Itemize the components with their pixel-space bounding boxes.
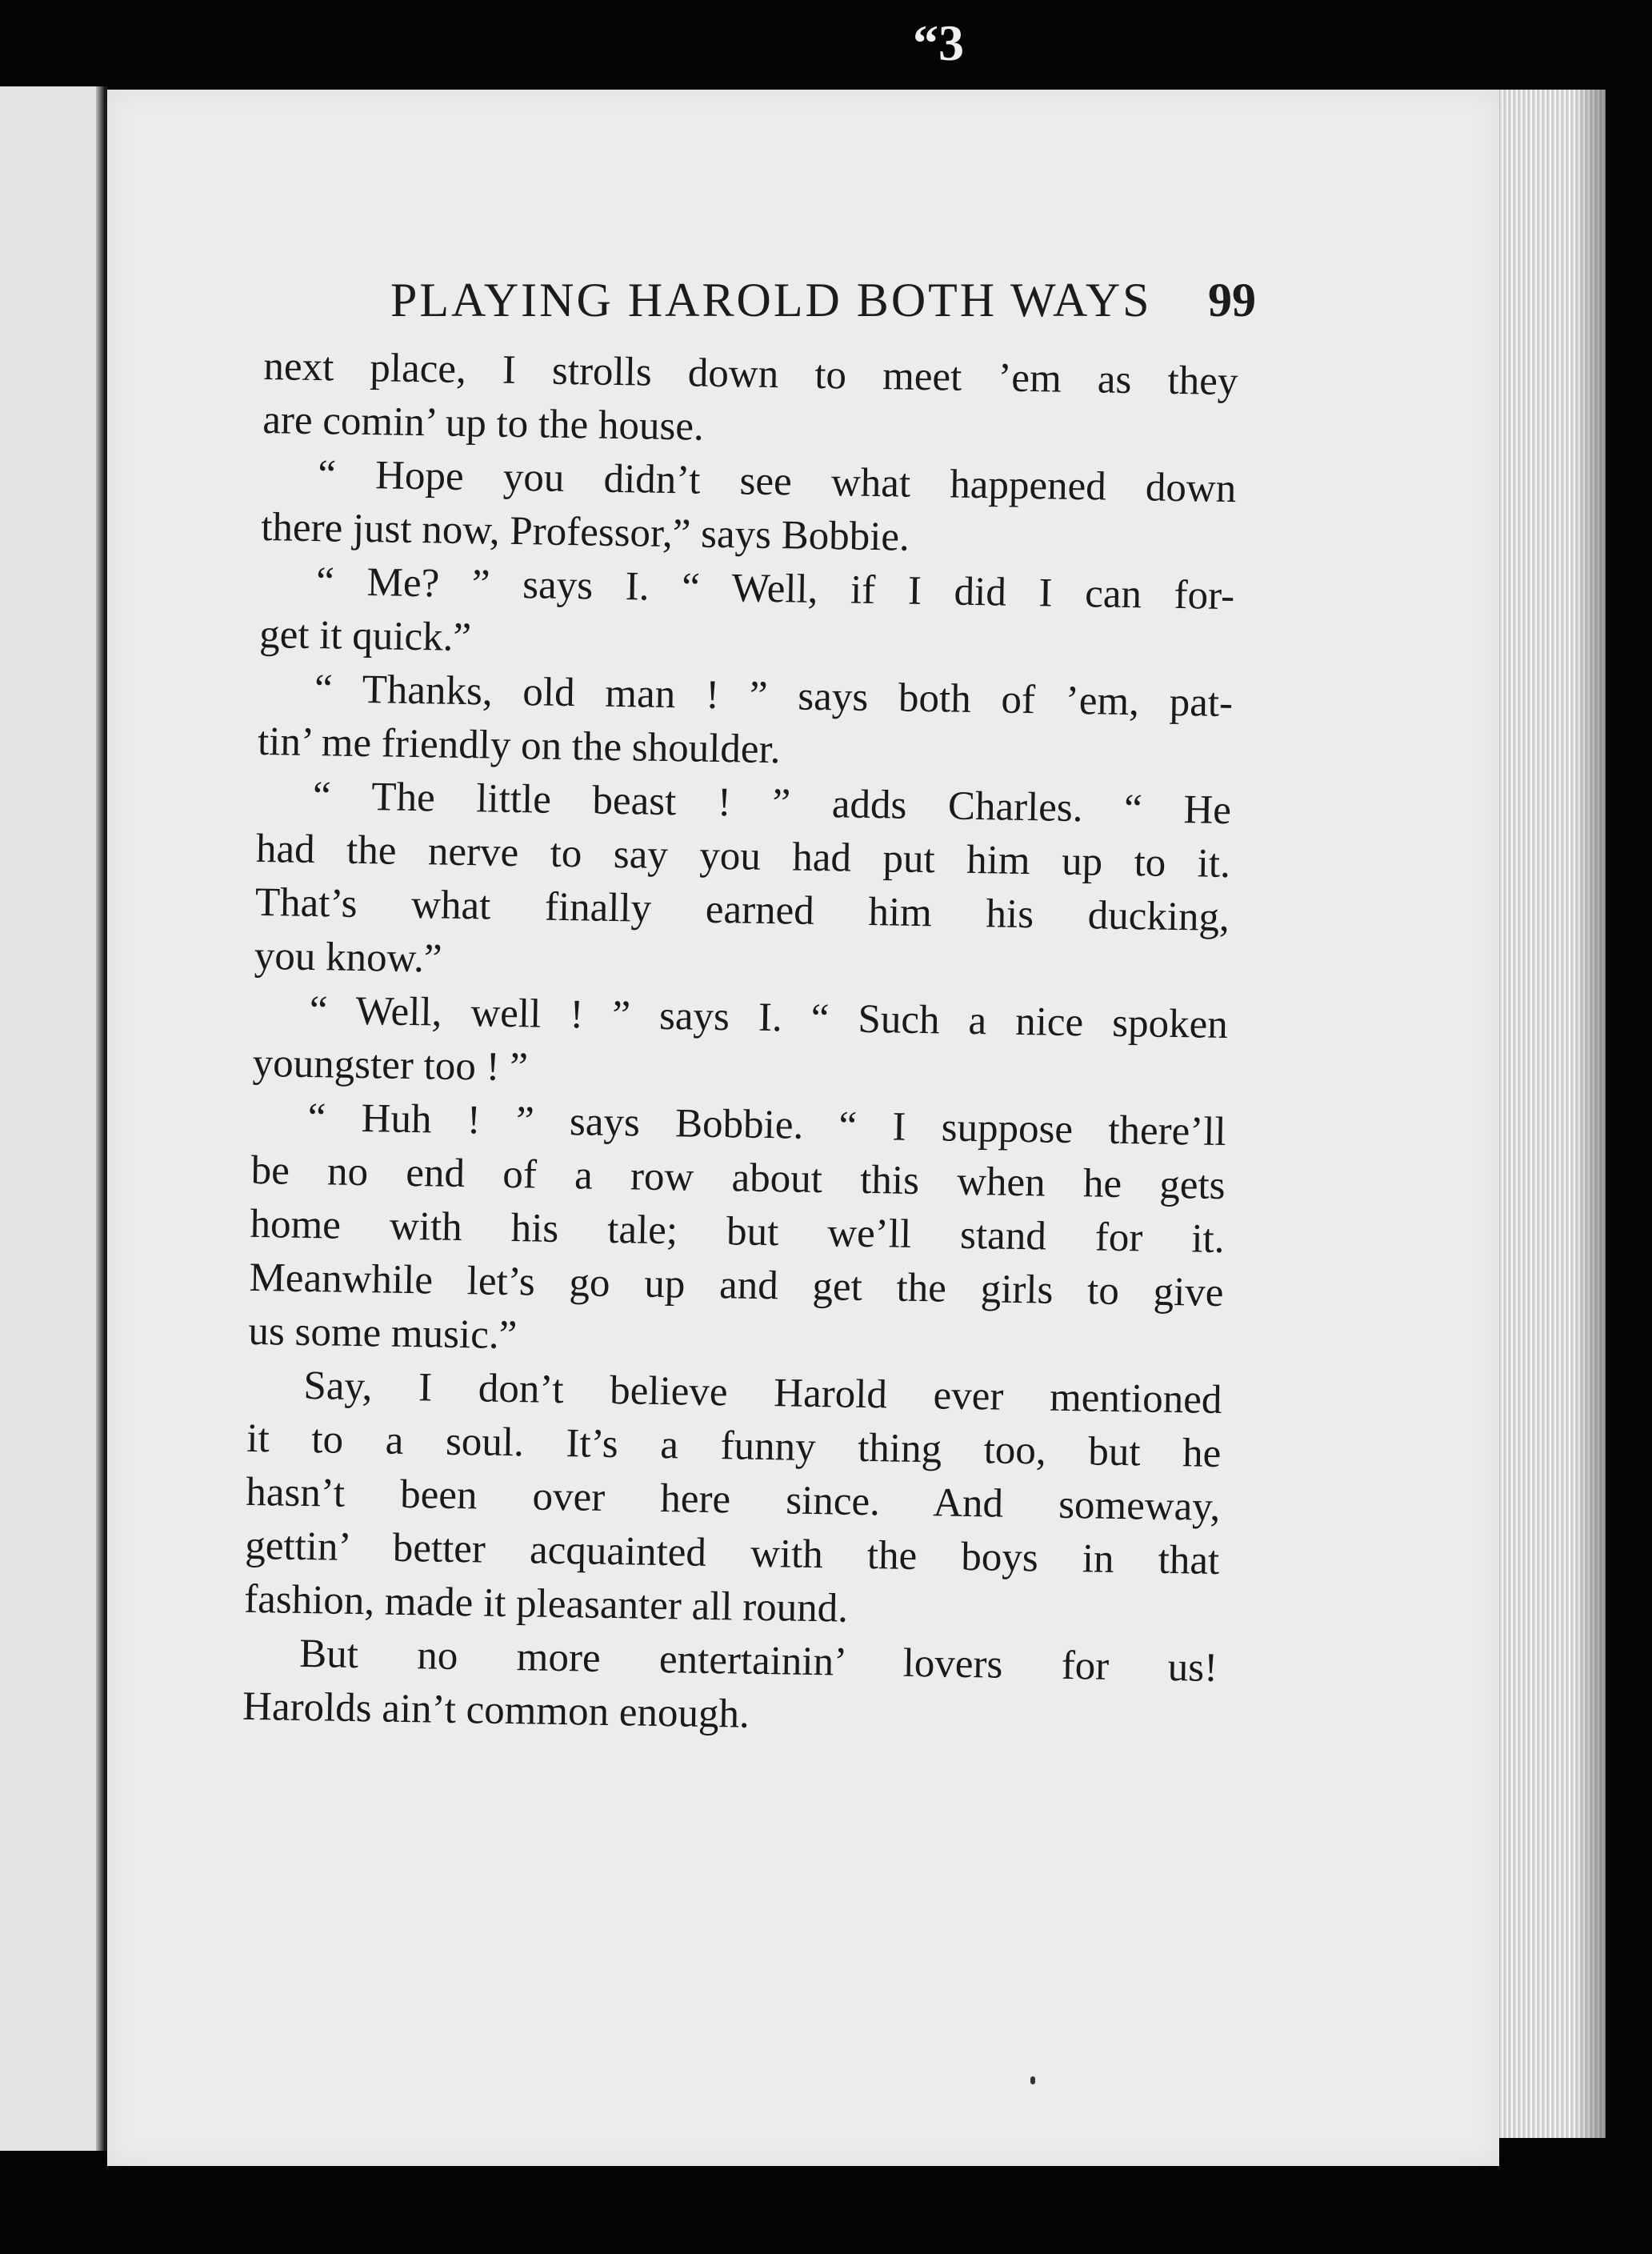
- text-line: get it quick.”: [258, 611, 472, 661]
- paragraph: [258, 662, 1234, 784]
- text-line: “ The little beast ! ” adds Charles. “ He: [312, 774, 1232, 834]
- text-line: That’s what finally earned him his ducking,: [254, 879, 1230, 941]
- text-line: tin’ me friendly on the shoulder.: [257, 719, 781, 773]
- paragraph: [248, 1091, 1226, 1374]
- text-line: fashion, made it pleasanter all round.: [243, 1576, 849, 1631]
- paragraph: [244, 1359, 1222, 1642]
- text-line: “ Thanks, old man ! ” says both of ’em, pat-: [314, 667, 1234, 727]
- text-line: next place, I strolls down to meet ’em as they: [263, 343, 1238, 405]
- text-line: be no end of a row about this when he gets: [250, 1147, 1226, 1208]
- text-line: youngster too ! ”: [252, 1040, 529, 1091]
- text-line: home with his tale; but we’ll stand for it.: [250, 1201, 1225, 1262]
- facing-page-edge: [0, 86, 107, 2151]
- paragraph: [259, 554, 1235, 677]
- paragraph: [252, 983, 1228, 1106]
- text-line: “ Hope you didn’t see what happened down: [317, 452, 1237, 512]
- text-line: “ Huh ! ” says Bobbie. “ I suppose there’ll: [307, 1095, 1227, 1155]
- text-line: us some music.”: [248, 1308, 518, 1359]
- text-line: you know.”: [254, 933, 442, 982]
- text-line: had the nerve to say you had put him up to it.: [255, 826, 1231, 887]
- text-line: there just now, Professor,” says Bobbie.: [260, 504, 910, 560]
- text-line: “ Well, well ! ” says I. “ Such a nice spoken: [309, 987, 1229, 1048]
- scan-mark: “3: [913, 14, 964, 71]
- text-line: “ Me? ” says I. “ Well, if I did I can for-: [315, 559, 1235, 619]
- page-header: [390, 264, 1256, 336]
- body-text: [242, 340, 1238, 1749]
- text-line: hasn’t been over here since. And someway,: [245, 1469, 1221, 1530]
- text-line: gettin’ better acquainted with the boys in that: [244, 1523, 1220, 1583]
- paragraph: [254, 769, 1231, 999]
- text-line: But no more entertainin’ lovers for us!: [298, 1631, 1218, 1691]
- scan-speck: [1030, 2076, 1035, 2084]
- paragraph: [262, 340, 1238, 462]
- text-line: Say, I don’t believe Harold ever mentioned: [303, 1363, 1222, 1423]
- page-number: 99: [1208, 274, 1256, 326]
- text-line: Harolds ain’t common enough.: [242, 1683, 750, 1737]
- running-title: PLAYING HAROLD BOTH WAYS: [390, 274, 1152, 326]
- text-line: are comin’ up to the house.: [262, 397, 705, 450]
- text-line: it to a soul. It’s a funny thing too, but he: [246, 1415, 1222, 1476]
- paragraph: [242, 1627, 1218, 1749]
- paragraph: [261, 447, 1237, 570]
- text-line: Meanwhile let’s go up and get the girls to give: [249, 1255, 1224, 1315]
